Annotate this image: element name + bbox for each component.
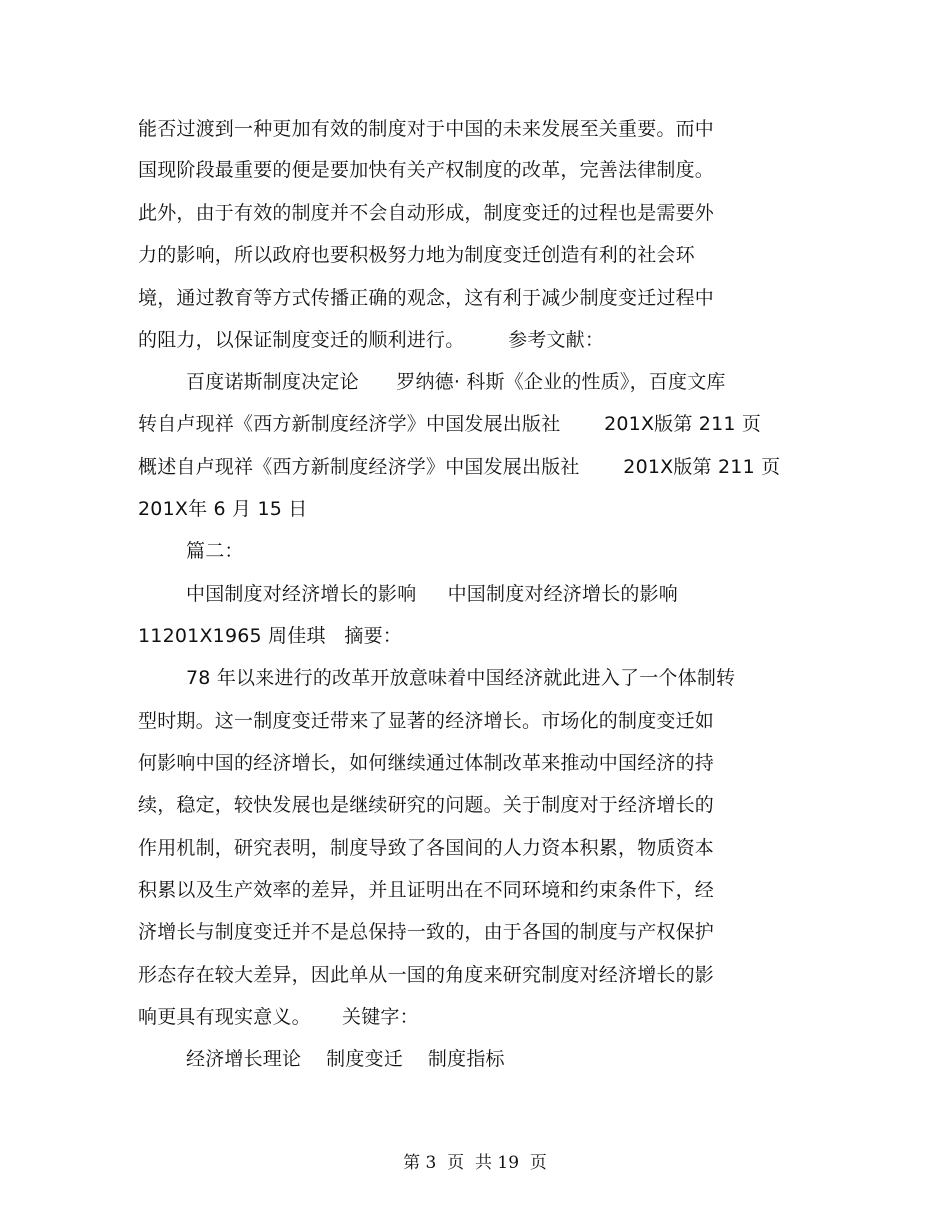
author-abstract-label: 11201X1965 周佳琪 摘要：: [138, 625, 402, 647]
text-line-4: 力的影响，所以政府也要积极努力地为制度变迁创造有利的社会环: [138, 244, 695, 266]
text-line-2: 国现阶段最重要的便是要加快有关产权制度的改革，完善法律制度。: [138, 159, 715, 181]
abstract-line-7: 济增长与制度变迁并不是总保持一致的，由于各国的制度与产权保护: [138, 921, 715, 943]
page-number-footer: 第 3 页 共 19 页: [403, 1153, 547, 1173]
text-line-1: 能否过渡到一种更加有效的制度对于中国的未来发展至关重要。而中: [138, 118, 715, 140]
abstract-line-3: 何影响中国的经济增长，如何继续通过体制改革来推动中国经济的持: [138, 752, 715, 774]
article-title: 中国制度对经济增长的影响 中国制度对经济增长的影响: [186, 583, 678, 605]
reference-date: 201X年 6 月 15 日: [138, 498, 308, 520]
section-heading: 篇二：: [186, 540, 244, 562]
abstract-line-4: 续，稳定，较快发展也是继续研究的问题。关于制度对于经济增长的: [138, 794, 715, 816]
abstract-line-6: 积累以及生产效率的差异，并且证明出在不同环境和约束条件下，经: [138, 879, 715, 901]
abstract-line-2: 型时期。这一制度变迁带来了显著的经济增长。市场化的制度变迁如: [138, 710, 715, 732]
reference-line-3: 概述自卢现祥《西方新制度经济学》中国发展出版社 201X版第 211 页: [138, 456, 781, 478]
text-line-6-references-heading: 的阻力，以保证制度变迁的顺利进行。 参考文献：: [138, 329, 605, 351]
keywords-line: 经济增长理论 制度变迁 制度指标: [186, 1048, 505, 1070]
abstract-line-1: 78 年以来进行的改革开放意味着中国经济就此进入了一个体制转: [186, 667, 736, 689]
reference-line-2: 转自卢现祥《西方新制度经济学》中国发展出版社 201X版第 211 页: [138, 413, 762, 435]
abstract-line-8: 形态存在较大差异，因此单从一国的角度来研究制度对经济增长的影: [138, 964, 715, 986]
text-line-3: 此外，由于有效的制度并不会自动形成，制度变迁的过程也是需要外: [138, 202, 715, 224]
text-line-5: 境，通过教育等方式传播正确的观念，这有利于减少制度变迁过程中: [138, 287, 715, 309]
reference-line-1: 百度诺斯制度决定论 罗纳德· 科斯《企业的性质》，百度文库: [186, 371, 726, 393]
keywords-label-line: 响更具有现实意义。 关键字：: [138, 1006, 419, 1028]
abstract-line-5: 作用机制，研究表明，制度导致了各国间的人力资本积累，物质资本: [138, 837, 715, 859]
